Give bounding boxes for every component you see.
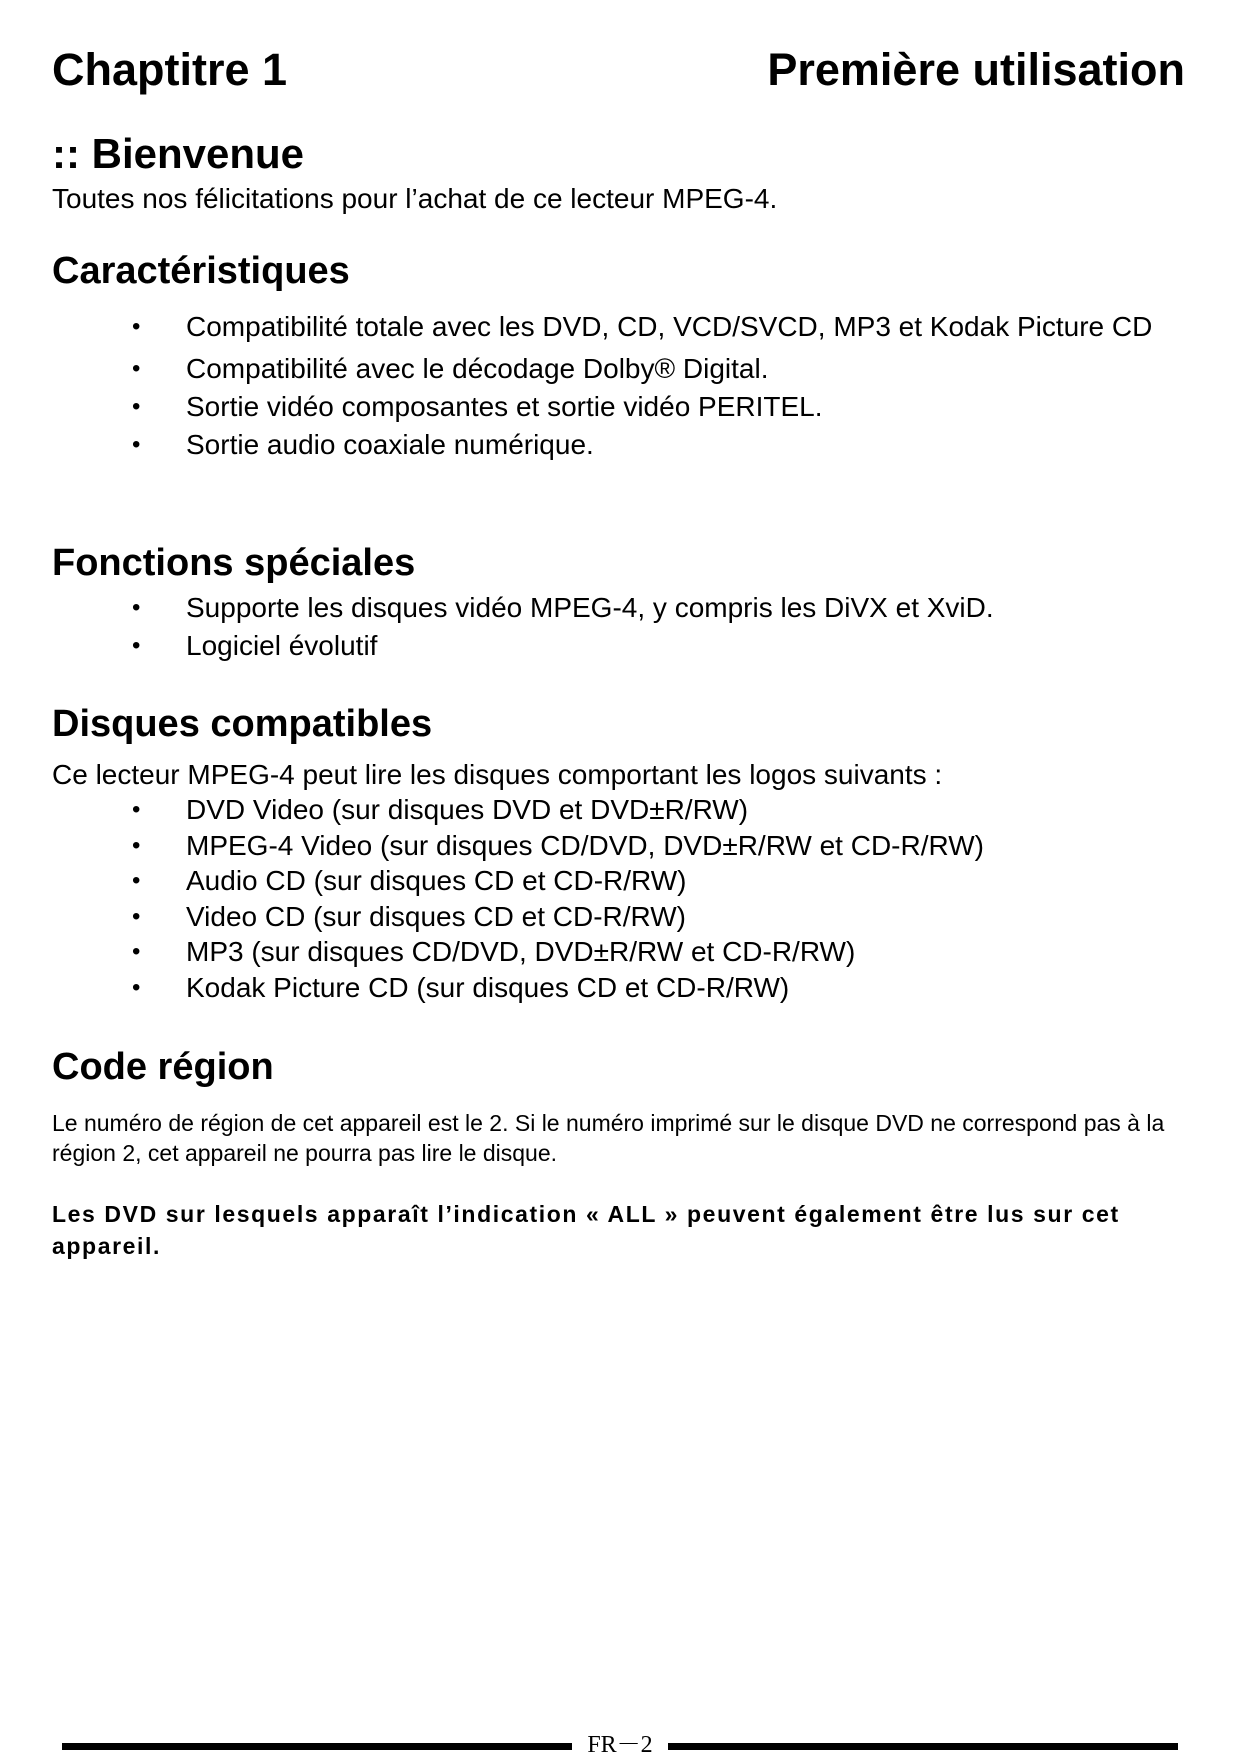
list-item: • DVD Video (sur disques DVD et DVD±R/RW) — [52, 792, 1192, 828]
list-item: • MP3 (sur disques CD/DVD, DVD±R/RW et CD-R/RW) — [52, 934, 1192, 970]
region-title: Code région — [52, 1046, 274, 1088]
page-number: FR－2 — [587, 1732, 653, 1758]
features-list — [52, 304, 1192, 464]
list-item: • Audio CD (sur disques CD et CD-R/RW) — [52, 863, 1192, 899]
page-footer — [62, 1732, 1178, 1758]
special-list — [52, 589, 1192, 665]
discs-list — [52, 792, 1192, 1005]
region-note: Les DVD sur lesquels apparaît l’indication « ALL » peuvent également être lus sur cet appareil. — [52, 1201, 1120, 1259]
list-item: • Supporte les disques vidéo MPEG-4, y compris les DiVX et XviD. — [52, 589, 1192, 627]
list-item: • Logiciel évolutif — [52, 627, 1192, 665]
chapter-header — [52, 42, 1185, 98]
welcome-title: :: Bienvenue — [52, 130, 305, 177]
list-item: • Compatibilité totale avec les DVD, CD, VCD/SVCD, MP3 et Kodak Picture CD — [52, 304, 1192, 350]
list-item: • Sortie vidéo composantes et sortie vidéo PERITEL. — [52, 388, 1192, 426]
list-item: • Kodak Picture CD (sur disques CD et CD-R/RW) — [52, 970, 1192, 1006]
footer-rule-right — [668, 1743, 1178, 1750]
features-title: Caractéristiques — [52, 250, 350, 292]
list-item: • Compatibilité avec le décodage Dolby® Digital. — [52, 350, 1192, 388]
discs-title: Disques compatibles — [52, 703, 433, 745]
chapter-number: Chaptitre 1 — [52, 44, 288, 95]
welcome-text: Toutes nos félicitations pour l’achat de ce lecteur MPEG-4. — [52, 183, 778, 214]
footer-rule-left — [62, 1743, 572, 1750]
chapter-title: Première utilisation — [767, 44, 1185, 95]
special-title: Fonctions spéciales — [52, 542, 416, 584]
region-text: Le numéro de région de cet appareil est le 2. Si le numéro imprimé sur le disque DVD ne correspond pas à la région 2, cet appareil ne pourra pas lire le disque. — [52, 1110, 1165, 1166]
list-item: • Video CD (sur disques CD et CD-R/RW) — [52, 899, 1192, 935]
list-item: • MPEG-4 Video (sur disques CD/DVD, DVD±R/RW et CD-R/RW) — [52, 828, 1192, 864]
discs-intro: Ce lecteur MPEG-4 peut lire les disques comportant les logos suivants : — [52, 759, 943, 790]
list-item: • Sortie audio coaxiale numérique. — [52, 426, 1192, 464]
